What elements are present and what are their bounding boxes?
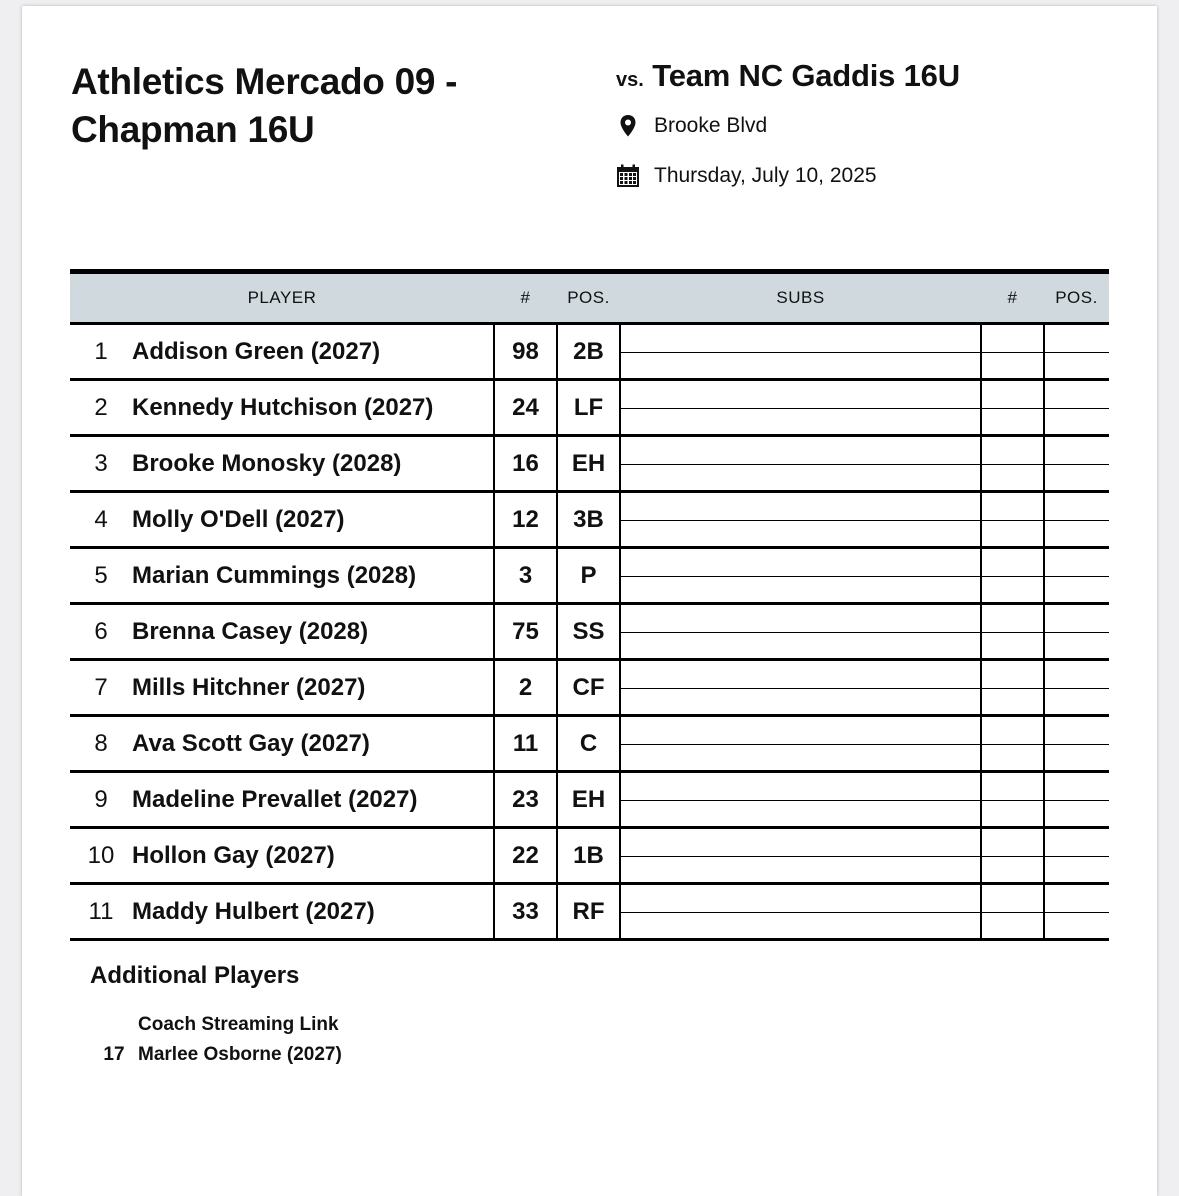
list-item	[90, 1040, 342, 1070]
sub-number-blank	[981, 492, 1044, 548]
table-row	[70, 884, 1109, 940]
sub-position-header: POS.	[1044, 272, 1109, 324]
sub-number-blank	[981, 772, 1044, 828]
player-name: Madeline Prevallet (2027)	[132, 772, 494, 828]
sub-number-blank	[981, 884, 1044, 940]
sub-position-blank	[1044, 380, 1109, 436]
player-position: EH	[557, 436, 620, 492]
table-row	[70, 324, 1109, 380]
table-row	[70, 660, 1109, 716]
sub-name-blank	[620, 604, 981, 660]
sub-number-header: #	[981, 272, 1044, 324]
lineup-table	[70, 269, 1109, 941]
sub-number-blank	[981, 436, 1044, 492]
table-row	[70, 492, 1109, 548]
sub-number-blank	[981, 324, 1044, 380]
sub-position-blank	[1044, 548, 1109, 604]
player-name: Ava Scott Gay (2027)	[132, 716, 494, 772]
player-name: Kennedy Hutchison (2027)	[132, 380, 494, 436]
table-row	[70, 828, 1109, 884]
jersey-number: 3	[494, 548, 557, 604]
table-row	[70, 772, 1109, 828]
jersey-number: 24	[494, 380, 557, 436]
calendar-icon	[616, 164, 640, 188]
player-name: Brooke Monosky (2028)	[132, 436, 494, 492]
list-item	[90, 1010, 342, 1040]
vs-label: vs.	[616, 69, 644, 91]
jersey-number: 11	[494, 716, 557, 772]
batting-order: 2	[70, 380, 132, 436]
lineup-card	[22, 6, 1157, 1196]
player-position: CF	[557, 660, 620, 716]
subs-header: SUBS	[620, 272, 981, 324]
sub-name-blank	[620, 772, 981, 828]
team-name: Athletics Mercado 09 - Chapman 16U	[71, 61, 458, 150]
player-position: 2B	[557, 324, 620, 380]
map-pin-icon	[616, 114, 640, 138]
jersey-number: 22	[494, 828, 557, 884]
sub-position-blank	[1044, 660, 1109, 716]
additional-player-name: Marlee Osborne (2027)	[138, 1044, 342, 1065]
player-name: Marian Cummings (2028)	[132, 548, 494, 604]
number-header: #	[494, 272, 557, 324]
sub-position-blank	[1044, 436, 1109, 492]
player-position: 3B	[557, 492, 620, 548]
player-header: PLAYER	[70, 272, 494, 324]
jersey-number: 23	[494, 772, 557, 828]
position-header: POS.	[557, 272, 620, 324]
jersey-number: 12	[494, 492, 557, 548]
sub-name-blank	[620, 324, 981, 380]
sub-position-blank	[1044, 324, 1109, 380]
sub-position-blank	[1044, 884, 1109, 940]
player-position: 1B	[557, 828, 620, 884]
sub-number-blank	[981, 604, 1044, 660]
sub-number-blank	[981, 660, 1044, 716]
sub-position-blank	[1044, 604, 1109, 660]
batting-order: 8	[70, 716, 132, 772]
additional-players-title: Additional Players	[90, 962, 300, 989]
sub-name-blank	[620, 548, 981, 604]
player-name: Brenna Casey (2028)	[132, 604, 494, 660]
additional-players-list	[90, 1010, 342, 1070]
player-position: C	[557, 716, 620, 772]
batting-order: 9	[70, 772, 132, 828]
player-name: Mills Hitchner (2027)	[132, 660, 494, 716]
sub-number-blank	[981, 548, 1044, 604]
table-row	[70, 716, 1109, 772]
location-row	[616, 114, 767, 138]
sub-position-blank	[1044, 772, 1109, 828]
sub-name-blank	[620, 492, 981, 548]
player-position: RF	[557, 884, 620, 940]
sub-position-blank	[1044, 492, 1109, 548]
additional-player-number: 17	[103, 1044, 125, 1065]
player-name: Addison Green (2027)	[132, 324, 494, 380]
player-position: P	[557, 548, 620, 604]
sub-name-blank	[620, 380, 981, 436]
sub-number-blank	[981, 716, 1044, 772]
batting-order: 7	[70, 660, 132, 716]
table-row	[70, 436, 1109, 492]
player-name: Hollon Gay (2027)	[132, 828, 494, 884]
sub-name-blank	[620, 716, 981, 772]
table-row	[70, 380, 1109, 436]
date-row	[616, 164, 877, 188]
sub-position-blank	[1044, 716, 1109, 772]
additional-player-name: Coach Streaming Link	[138, 1014, 339, 1035]
sub-name-blank	[620, 436, 981, 492]
player-position: LF	[557, 380, 620, 436]
player-name: Maddy Hulbert (2027)	[132, 884, 494, 940]
sub-name-blank	[620, 660, 981, 716]
opponent-name: Team NC Gaddis 16U	[652, 58, 960, 93]
date-text: Thursday, July 10, 2025	[654, 164, 877, 187]
batting-order: 3	[70, 436, 132, 492]
location-text: Brooke Blvd	[654, 114, 768, 137]
opponent-heading	[616, 58, 960, 94]
jersey-number: 2	[494, 660, 557, 716]
player-name: Molly O'Dell (2027)	[132, 492, 494, 548]
jersey-number: 33	[494, 884, 557, 940]
batting-order: 6	[70, 604, 132, 660]
batting-order: 4	[70, 492, 132, 548]
sub-name-blank	[620, 884, 981, 940]
jersey-number: 98	[494, 324, 557, 380]
sub-position-blank	[1044, 828, 1109, 884]
sub-name-blank	[620, 828, 981, 884]
batting-order: 11	[70, 884, 132, 940]
sub-number-blank	[981, 380, 1044, 436]
batting-order: 10	[70, 828, 132, 884]
sub-number-blank	[981, 828, 1044, 884]
player-position: SS	[557, 604, 620, 660]
table-header-row	[70, 272, 1109, 324]
table-row	[70, 604, 1109, 660]
jersey-number: 75	[494, 604, 557, 660]
table-row	[70, 548, 1109, 604]
jersey-number: 16	[494, 436, 557, 492]
batting-order: 5	[70, 548, 132, 604]
batting-order: 1	[70, 324, 132, 380]
player-position: EH	[557, 772, 620, 828]
